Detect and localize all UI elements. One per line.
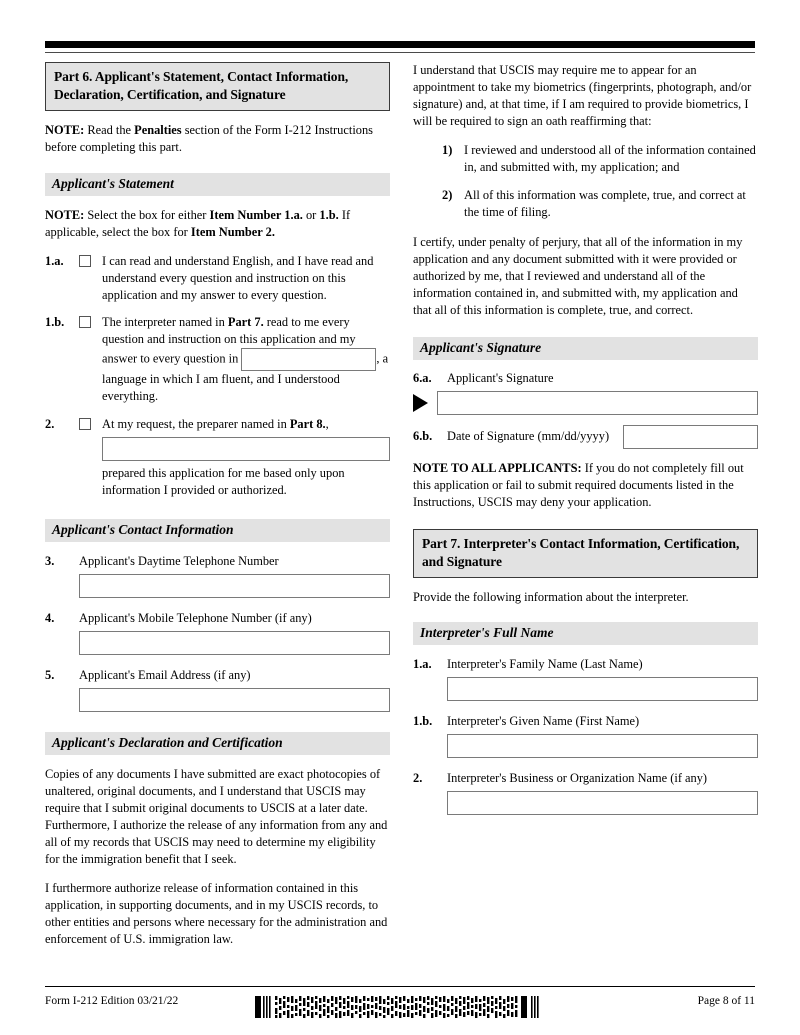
note-to-all-applicants-text: If you do not completely fill out this application or fail to submit required documents listed in the Instructions, USCIS may deny your application. [413,460,744,509]
contact-field-4-number: 4. [45,611,55,626]
contact-field-3-number: 3. [45,554,55,569]
item-1b-part-7-ref: Part 7. [227,314,264,329]
contact-field-5 [45,667,390,712]
preparer-name-input[interactable] [102,437,390,461]
declaration-paragraph-2: I furthermore authorize release of information contained in this application, in supporting documents, and in my USCIS records, to other entities and persons where necessary for the administration and enforcement of U.S. immigration law. [45,881,388,947]
oath-item-2 [442,187,758,221]
statement-note-prefix: NOTE: [45,208,85,223]
contact-field-4 [45,610,390,655]
item-1b-body [102,314,390,405]
statement-note-item-2: Item Number 2. [190,225,275,240]
checkbox-item-2[interactable] [79,418,91,430]
item-1b-seg1: The interpreter named in [102,314,228,329]
contact-field-4-label: Applicant's Mobile Telephone Number (if any) [79,611,312,626]
item-1b-seg4: a language in which I am fluent, and I understood everything. [102,351,389,403]
item-1a-text: I can read and understand English, and I have read and understand every question and instruction on this application and my answer to every question. [102,254,374,302]
applicant-statement-note [45,207,390,241]
footer-page-number: Page 8 of 11 [697,995,755,1007]
email-address-input[interactable] [79,688,390,712]
applicant-statement-header: Applicant's Statement [45,173,390,196]
interpreter-1a-label-row [413,656,758,673]
item-2-body [102,416,390,499]
interpreter-language-input[interactable] [241,348,376,371]
interpreter-1b-number: 1.b. [413,713,433,728]
item-2-number: 2. [45,416,55,431]
item-2-seg1: At my request, the preparer named in [102,416,290,431]
interpreter-1a-number: 1.a. [413,657,432,671]
item-2-seg3: prepared this application for me based only upon information I provided or authorized. [102,465,345,497]
mobile-telephone-input[interactable] [79,631,390,655]
part-6-note-seg1: Read the [84,122,135,137]
footer-rule [45,986,755,987]
oath-item-1-text: I reviewed and understood all of the information contained in, and submitted with, my application; and [464,142,756,174]
part-6-note-prefix: NOTE: [45,122,85,137]
contact-field-3-label: Applicant's Daytime Telephone Number [79,554,279,569]
signature-6a-label-row [413,370,758,387]
interpreter-2-number: 2. [413,770,423,785]
checkbox-item-1b[interactable] [79,316,91,328]
interpreter-2-label: Interpreter's Business or Organization Name (if any) [447,770,708,785]
interpreter-family-name-input[interactable] [447,677,758,701]
part-7-header: Part 7. Interpreter's Contact Information, Certification, and Signature [413,529,758,578]
checkbox-item-1a[interactable] [79,255,91,267]
interpreter-field-1a [413,656,758,701]
date-of-signature-input[interactable] [623,425,758,449]
note-to-all-applicants [413,460,758,511]
declaration-paragraph-1: Copies of any documents I have submitted are exact photocopies of unaltered, original documents, and I understand that USCIS may require that I submit original documents to USCIS at a later date. Furthermore, I authorize the release of any information from any and all of my records that USCIS may need to determine my eligibility for the immigration benefit that I seek. [45,767,388,867]
item-2-comma: , [325,416,329,431]
item-1b-comma: , [376,351,380,366]
signature-6b-number: 6.b. [413,429,433,444]
contact-field-5-number: 5. [45,668,55,683]
contact-field-5-label: Applicant's Email Address (if any) [79,668,251,683]
2d-barcode [255,996,555,1018]
part-6-note-seg2: section of the Form I-212 Instructions before completing this part. [45,122,373,154]
statement-note-item-1a: Item Number 1.a. [209,208,303,223]
interpreter-2-label-row [413,770,758,787]
page-top-rule-thick [45,41,755,48]
declaration-paragraph-3: I understand that USCIS may require me to appear for an appointment to take my biometrics (fingerprints, photograph, and/or signature) and, at that time, if I am required to provide biometrics, I will be required to sign an oath reaffirming that: [413,63,752,128]
signature-6a-label: Applicant's Signature [447,370,554,385]
signature-field-6a [413,370,758,415]
right-column [413,62,758,815]
interpreter-field-1b [413,713,758,758]
part-6-header: Part 6. Applicant's Statement, Contact Information, Declaration, Certification, and Signature [45,62,390,111]
daytime-telephone-input[interactable] [79,574,390,598]
part-6-note-penalties: Penalties [134,122,182,137]
statement-note-seg3: If applicable, select the box for [45,208,351,240]
item-1a-number: 1.a. [45,254,64,269]
statement-note-seg2: or [302,208,320,223]
declaration-paragraph-4: I certify, under penalty of perjury, that all of the information in my application and any document submitted with it were provided or authorized by me, that I reviewed and understand all of the information contained in, and submitted with, my application and that all of this information is complete, true, and correct. [413,234,743,317]
interpreter-given-name-input[interactable] [447,734,758,758]
statement-item-1b [45,314,390,405]
signature-arrow-icon [413,394,428,412]
part-7-intro: Provide the following information about the interpreter. [413,589,689,604]
interpreter-1b-label-row [413,713,758,730]
oath-item-2-text: All of this information was complete, true, and correct at the time of filing. [464,187,746,219]
item-1b-number: 1.b. [45,314,65,329]
interpreter-1a-label: Interpreter's Family Name (Last Name) [447,657,643,671]
signature-6a-number: 6.a. [413,370,432,385]
contact-field-3 [45,553,390,598]
contact-field-5-label-row [45,667,390,684]
signature-6b-label: Date of Signature (mm/dd/yyyy) [447,429,610,444]
left-column [45,62,390,948]
interpreter-full-name-header: Interpreter's Full Name [413,622,758,645]
statement-note-seg1: Select the box for either [84,208,210,223]
declaration-header: Applicant's Declaration and Certification [45,732,390,755]
page-top-rule-thin [45,52,755,53]
interpreter-business-name-input[interactable] [447,791,758,815]
statement-item-1a [45,253,390,304]
applicant-signature-input[interactable] [437,391,758,415]
oath-item-1 [442,142,758,176]
signature-field-6b [413,425,758,449]
contact-field-4-label-row [45,610,390,627]
contact-information-header: Applicant's Contact Information [45,519,390,542]
oath-item-1-mark: 1) [442,142,453,157]
note-to-all-applicants-prefix: NOTE TO ALL APPLICANTS: [413,460,582,475]
item-2-part-8-ref: Part 8. [289,416,326,431]
oath-item-2-mark: 2) [442,187,453,202]
interpreter-field-2 [413,770,758,815]
item-1b-seg2: read to me every question and instruction on this application and my answer to every question in [102,314,356,366]
contact-field-3-label-row [45,553,390,570]
part-6-note [45,122,390,156]
statement-item-2 [45,416,390,499]
footer-form-edition: Form I-212 Edition 03/21/22 [45,995,179,1007]
interpreter-1b-label: Interpreter's Given Name (First Name) [447,713,640,728]
applicant-signature-header: Applicant's Signature [413,337,758,360]
signature-input-row [413,391,758,415]
statement-note-item-1b: 1.b. [319,208,339,223]
